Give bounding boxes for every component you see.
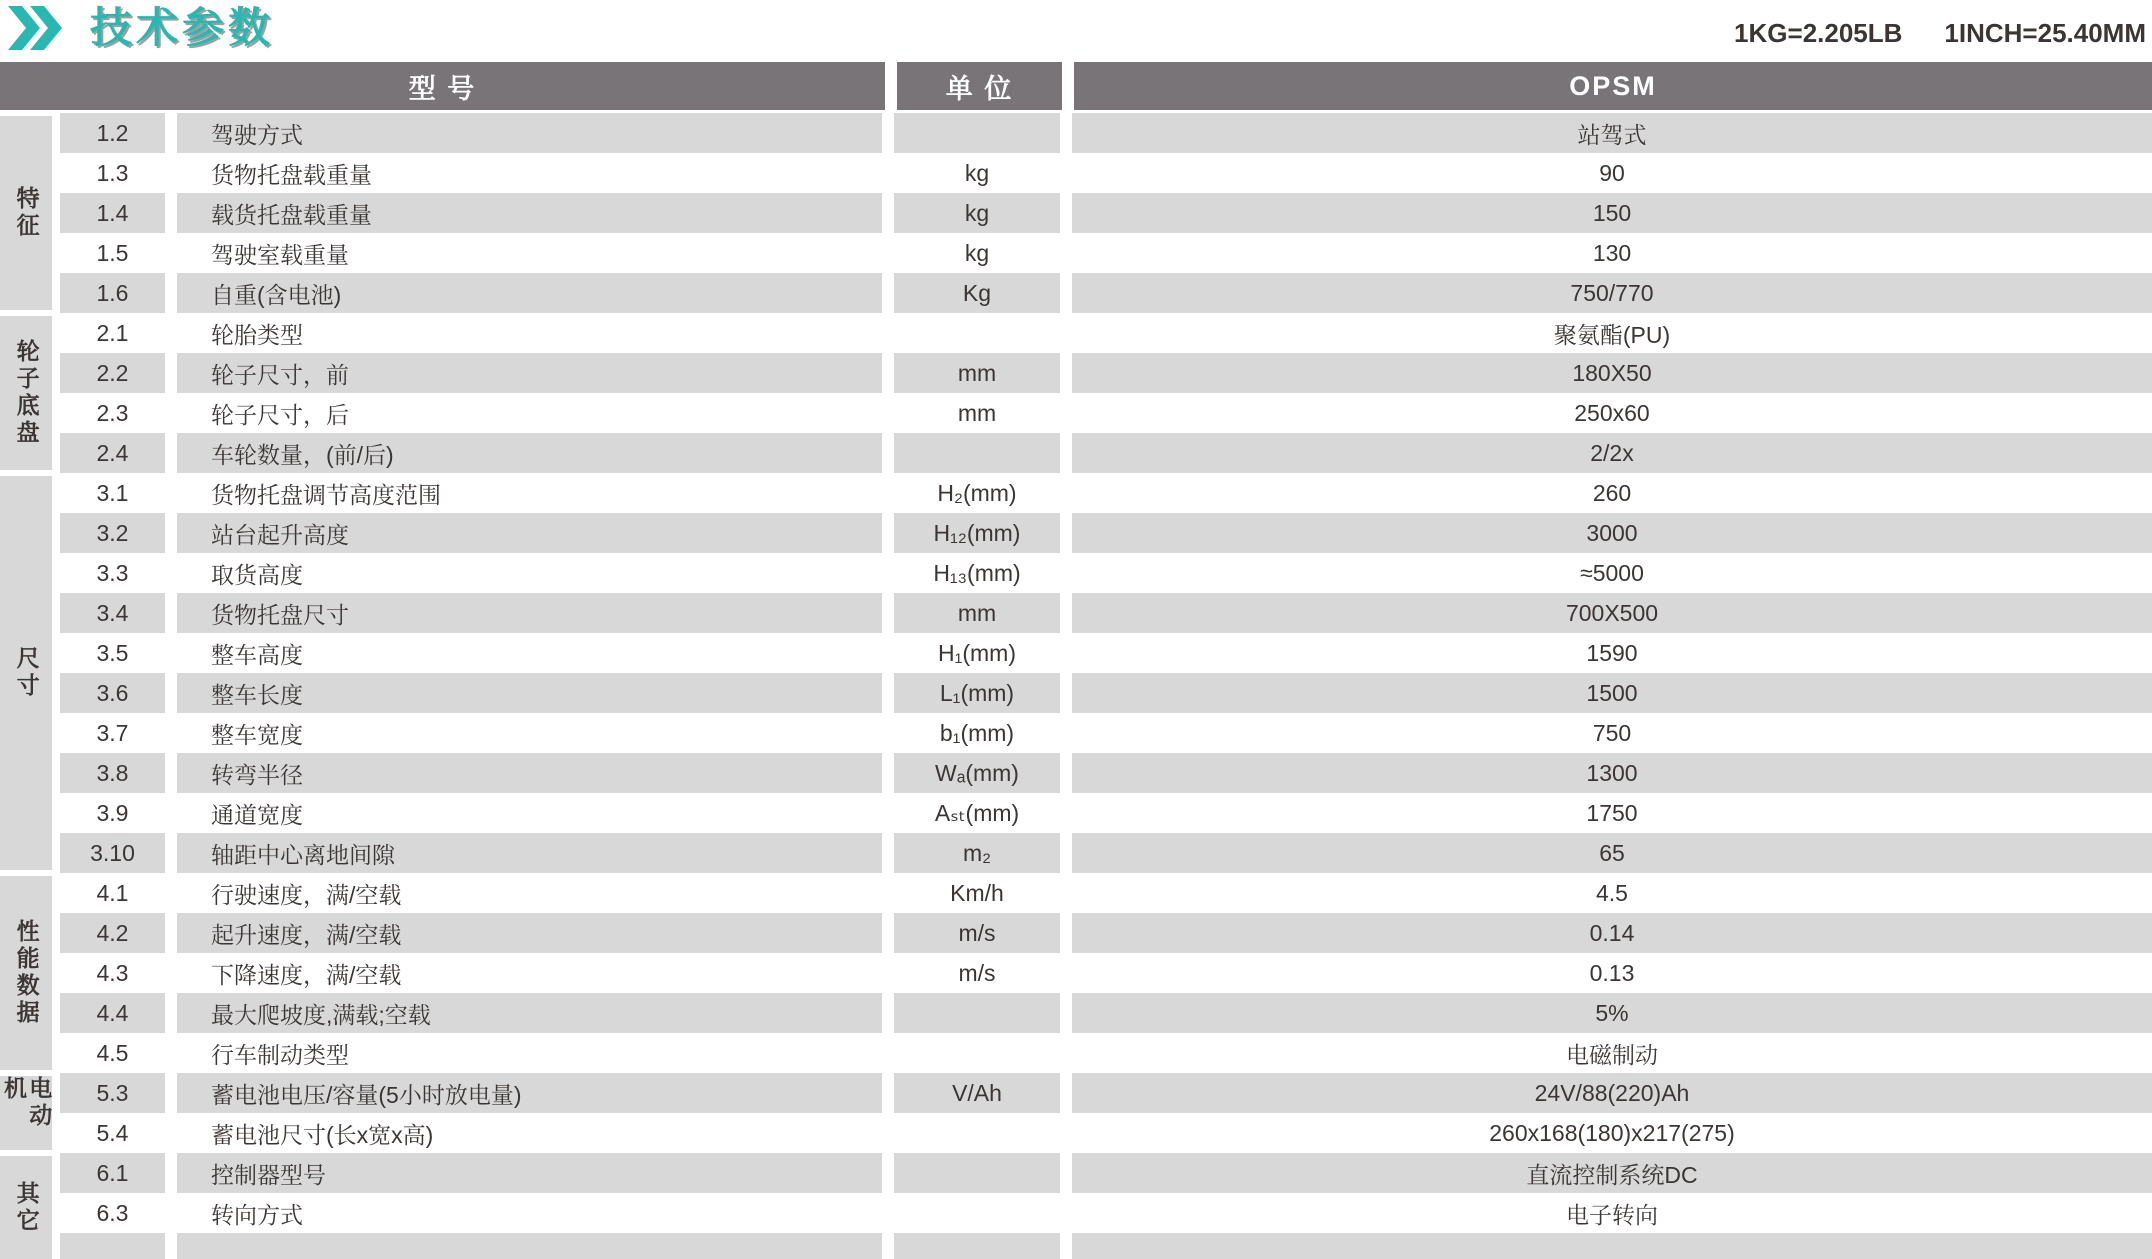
row-label-cell: 转弯半径 — [177, 753, 882, 793]
row-unit-cell: m/s — [894, 913, 1060, 953]
row-number-cell: 1.2 — [60, 113, 165, 153]
row-unit-cell: H₁(mm) — [937, 639, 1016, 666]
spec-row — [60, 553, 2152, 593]
row-unit-cell — [894, 433, 1060, 473]
row-unit-cell: kg — [894, 193, 1060, 233]
spec-row — [60, 153, 2152, 193]
row-label-cell: 货物托盘尺寸 — [177, 593, 882, 633]
spec-row — [60, 1193, 2152, 1233]
row-value-cell: 3000 — [1072, 513, 2152, 553]
row-value-cell: ≈5000 — [1580, 559, 1644, 586]
row-number-cell: 3.10 — [60, 833, 165, 873]
row-unit-cell: kg — [964, 159, 990, 186]
row-number-cell: 2.2 — [60, 353, 165, 393]
row-label-cell: 控制器型号 — [177, 1153, 882, 1193]
unit-conversion-note — [1734, 18, 2146, 49]
spec-row — [60, 953, 2152, 993]
row-number-cell: 1.5 — [96, 239, 129, 266]
row-value-cell: 2/2x — [1072, 433, 2152, 473]
table-body — [0, 113, 2152, 1259]
row-unit-cell: V/Ah — [894, 1073, 1060, 1113]
row-number-cell: 5.4 — [96, 1119, 129, 1146]
row-unit-cell: m₂ — [894, 833, 1060, 873]
row-label-cell: 货物托盘载重量 — [211, 161, 372, 188]
row-label-cell: 自重(含电池) — [177, 273, 882, 313]
row-value-cell: 0.13 — [1589, 959, 1635, 986]
row-value-cell: 130 — [1592, 239, 1632, 266]
row-unit-cell: mm — [894, 593, 1060, 633]
row-unit-cell — [894, 313, 1060, 353]
row-label-cell: 转向方式 — [211, 1201, 303, 1228]
category-block — [0, 876, 52, 1070]
row-unit-cell: m/s — [958, 959, 996, 986]
row-value-cell: 站驾式 — [1072, 113, 2152, 153]
row-value-cell: 电磁制动 — [1566, 1041, 1658, 1068]
row-label-cell: 轴距中心离地间隙 — [177, 833, 882, 873]
table-header-row — [0, 62, 2152, 110]
row-number-cell: 4.3 — [96, 959, 129, 986]
row-number-cell: 3.7 — [96, 719, 129, 746]
row-label-cell: 车轮数量，(前/后) — [177, 433, 882, 473]
row-value-cell: 24V/88(220)Ah — [1072, 1073, 2152, 1113]
row-unit-cell — [894, 1153, 1060, 1193]
category-label: 其它 — [13, 1180, 40, 1235]
row-empty-cell — [894, 1233, 1060, 1259]
row-unit-cell: Km/h — [950, 879, 1004, 906]
spec-row — [60, 313, 2152, 353]
title-block — [6, 4, 274, 52]
row-value-cell: 0.14 — [1072, 913, 2152, 953]
spec-row — [60, 913, 2152, 953]
row-value-cell: 聚氨酯(PU) — [1553, 321, 1671, 348]
spec-row — [60, 1073, 2152, 1113]
category-label: 电动机 — [1, 1076, 53, 1130]
spec-row — [60, 1113, 2152, 1153]
row-label-cell: 蓄电池尺寸(长x宽x高) — [211, 1121, 434, 1148]
row-label-cell: 货物托盘调节高度范围 — [211, 481, 441, 508]
row-value-cell: 5% — [1072, 993, 2152, 1033]
row-value-cell: 4.5 — [1596, 879, 1628, 906]
row-unit-cell: mm — [957, 399, 997, 426]
row-unit-cell — [894, 113, 1060, 153]
row-number-cell: 6.1 — [60, 1153, 165, 1193]
row-unit-cell: mm — [894, 353, 1060, 393]
row-number-cell: 4.5 — [96, 1039, 129, 1066]
spec-row — [60, 633, 2152, 673]
category-label: 特征 — [13, 186, 40, 240]
row-number-cell: 2.4 — [60, 433, 165, 473]
spec-row — [60, 833, 2152, 873]
row-number-cell: 3.5 — [96, 639, 129, 666]
spec-table — [0, 62, 2152, 1259]
row-value-cell: 250x60 — [1574, 399, 1650, 426]
kg-conversion: 1KG=2.205LB — [1734, 18, 1903, 48]
row-label-cell: 通道宽度 — [211, 801, 303, 828]
row-number-cell: 1.3 — [96, 159, 129, 186]
row-number-cell: 1.4 — [60, 193, 165, 233]
spec-row — [60, 233, 2152, 273]
row-unit-cell — [894, 993, 1060, 1033]
row-label-cell: 轮子尺寸，前 — [177, 353, 882, 393]
top-bar — [0, 0, 2152, 62]
row-value-cell: 直流控制系统DC — [1072, 1153, 2152, 1193]
row-value-cell: 180X50 — [1072, 353, 2152, 393]
spec-row — [60, 513, 2152, 553]
row-number-cell: 1.6 — [60, 273, 165, 313]
spec-row — [60, 993, 2152, 1033]
row-number-cell: 4.2 — [60, 913, 165, 953]
row-unit-cell: H₁₂(mm) — [894, 513, 1060, 553]
header-value: OPSM — [1074, 62, 2152, 110]
row-value-cell: 260 — [1592, 479, 1632, 506]
header-model: 型 号 — [0, 62, 885, 110]
inch-conversion: 1INCH=25.40MM — [1944, 18, 2146, 48]
spec-row — [60, 353, 2152, 393]
row-unit-cell — [894, 1193, 1060, 1233]
row-label-cell: 最大爬坡度,满载;空载 — [177, 993, 882, 1033]
category-block — [0, 116, 52, 310]
row-value-cell: 700X500 — [1072, 593, 2152, 633]
row-unit-cell: Kg — [894, 273, 1060, 313]
row-unit-cell: H₂(mm) — [937, 479, 1017, 506]
row-label-cell: 驾驶方式 — [177, 113, 882, 153]
spec-row — [60, 193, 2152, 233]
row-number-cell: 3.2 — [60, 513, 165, 553]
row-value-cell: 电子转向 — [1566, 1201, 1658, 1228]
row-number-cell: 3.1 — [96, 479, 129, 506]
row-value-cell: 65 — [1072, 833, 2152, 873]
row-value-cell: 1750 — [1586, 799, 1638, 826]
row-empty-cell — [1072, 1233, 2152, 1259]
spec-row — [60, 873, 2152, 913]
spec-row — [60, 593, 2152, 633]
row-number-cell: 3.9 — [96, 799, 129, 826]
row-unit-cell: Wₐ(mm) — [894, 753, 1060, 793]
row-unit-cell: H₁₃(mm) — [933, 559, 1021, 586]
spec-row — [60, 1153, 2152, 1193]
spec-row — [60, 753, 2152, 793]
row-label-cell: 取货高度 — [211, 561, 303, 588]
row-value-cell: 1590 — [1586, 639, 1638, 666]
row-value-cell: 90 — [1599, 159, 1625, 186]
row-value-cell: 1300 — [1072, 753, 2152, 793]
row-value-cell: 1500 — [1072, 673, 2152, 713]
row-number-cell: 2.1 — [96, 319, 129, 346]
category-column — [0, 113, 52, 1259]
row-unit-cell: L₁(mm) — [894, 673, 1060, 713]
category-label: 尺寸 — [13, 646, 40, 700]
row-number-cell: 4.4 — [60, 993, 165, 1033]
spec-row — [60, 1033, 2152, 1073]
spec-row — [60, 473, 2152, 513]
row-value-cell: 750/770 — [1072, 273, 2152, 313]
row-value-cell: 150 — [1072, 193, 2152, 233]
row-label-cell: 载货托盘载重量 — [177, 193, 882, 233]
row-unit-cell: Aₛₜ(mm) — [934, 799, 1020, 826]
row-unit-cell — [894, 1113, 1060, 1153]
rows-column — [60, 113, 2152, 1259]
double-chevron-icon — [6, 4, 80, 52]
row-label-cell: 整车宽度 — [211, 721, 303, 748]
row-unit-cell: kg — [964, 239, 990, 266]
spec-row — [60, 673, 2152, 713]
page-title: 技术参数 — [90, 4, 275, 51]
row-empty-cell — [60, 1233, 165, 1259]
spec-row — [60, 713, 2152, 753]
row-unit-cell — [894, 1033, 1060, 1073]
row-label-cell: 下降速度，满/空载 — [211, 961, 402, 988]
row-number-cell: 3.3 — [96, 559, 129, 586]
row-label-cell: 轮胎类型 — [211, 321, 303, 348]
row-unit-cell: b₁(mm) — [939, 719, 1015, 746]
row-label-cell: 整车高度 — [211, 641, 303, 668]
category-label: 性能数据 — [13, 919, 40, 1027]
spec-row — [60, 113, 2152, 153]
row-number-cell: 4.1 — [96, 879, 129, 906]
row-value-cell: 260x168(180)x217(275) — [1489, 1119, 1735, 1146]
category-block — [0, 476, 52, 870]
row-number-cell: 6.3 — [96, 1199, 129, 1226]
row-number-cell: 3.6 — [60, 673, 165, 713]
row-label-cell: 整车长度 — [177, 673, 882, 713]
spec-row — [60, 433, 2152, 473]
row-value-cell: 750 — [1592, 719, 1632, 746]
category-block — [0, 1156, 52, 1259]
row-label-cell: 蓄电池电压/容量(5小时放电量) — [177, 1073, 882, 1113]
row-label-cell: 轮子尺寸，后 — [211, 401, 349, 428]
header-unit: 单 位 — [897, 62, 1062, 110]
spec-row — [60, 393, 2152, 433]
row-label-cell: 起升速度，满/空载 — [177, 913, 882, 953]
spec-row — [60, 273, 2152, 313]
spec-row-partial — [60, 1233, 2152, 1259]
row-label-cell: 行车制动类型 — [211, 1041, 349, 1068]
row-number-cell: 2.3 — [96, 399, 129, 426]
row-number-cell: 5.3 — [60, 1073, 165, 1113]
row-number-cell: 3.4 — [60, 593, 165, 633]
category-block — [0, 316, 52, 470]
row-label-cell: 行驶速度，满/空载 — [211, 881, 402, 908]
row-label-cell: 站台起升高度 — [177, 513, 882, 553]
row-label-cell: 驾驶室载重量 — [211, 241, 349, 268]
spec-row — [60, 793, 2152, 833]
category-block — [0, 1076, 52, 1150]
row-number-cell: 3.8 — [60, 753, 165, 793]
row-empty-cell — [177, 1233, 882, 1259]
category-label: 轮子底盘 — [13, 339, 40, 447]
